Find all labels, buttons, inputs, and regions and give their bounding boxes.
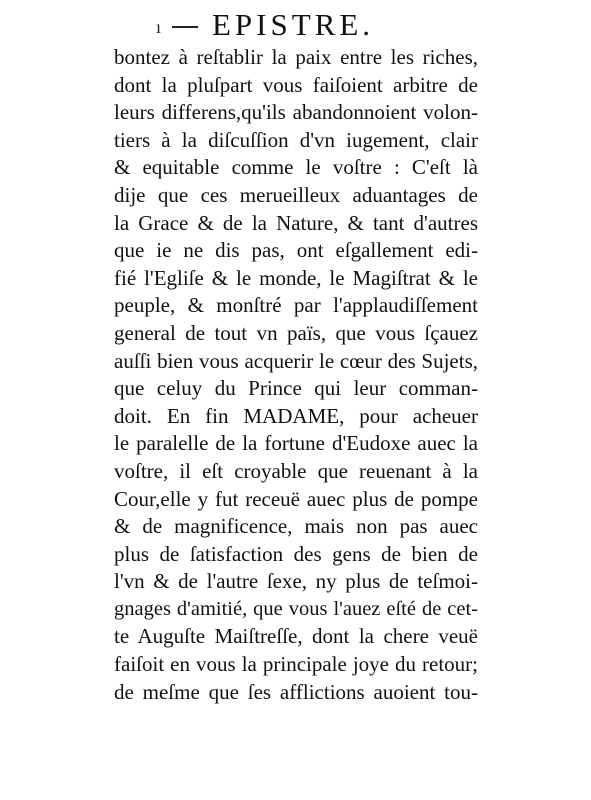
text-line: que celuy du Prince qui leur comman-: [114, 376, 478, 401]
text-line: Cour,elle y fut receuë auec plus de pompe: [114, 486, 478, 511]
body-text: [114, 44, 478, 706]
text-line: general de tout vn païs, que vous ſçauez: [114, 320, 478, 345]
text-line: bontez à reſtablir la paix entre les riches,: [114, 45, 478, 69]
text-line: te Auguſte Maiſtreſſe, dont la chere veuë: [114, 624, 478, 649]
text-line: dije que ces merueilleux aduantages de: [114, 182, 478, 207]
text-line: & equitable comme le voſtre : C'eſt là: [114, 155, 478, 180]
text-line: de meſme que ſes afflictions auoient tou-: [114, 679, 478, 704]
text-line: le paralelle de la fortune d'Eudoxe auec la: [114, 431, 478, 456]
text-line: la Grace & de la Nature, & tant d'autres: [114, 210, 478, 235]
text-line: doit. En fin MADAME, pour acheuer: [114, 403, 478, 428]
header-mark: ı: [156, 17, 162, 37]
running-header: [0, 6, 591, 46]
page-title: EPISTRE.: [212, 7, 375, 42]
text-line: auſſi bien vous acquerir le cœur des Sujets,: [114, 348, 478, 373]
text-line: peuple, & monſtré par l'applaudiſſement: [114, 293, 478, 318]
text-line: & de magnificence, mais non pas auec: [114, 514, 478, 539]
text-line: tiers à la diſcuſſion d'vn iugement, clair: [114, 127, 478, 152]
text-line: plus de ſatisfaction des gens de bien de: [114, 541, 478, 566]
text-line: fié l'Egliſe & le monde, le Magiſtrat & le: [114, 265, 478, 290]
header-rule: [172, 26, 198, 28]
text-line: leurs differens,qu'ils abandonnoient volon-: [114, 100, 478, 125]
text-line: que ie ne dis pas, ont eſgallement edi-: [114, 238, 478, 263]
text-line: voſtre, il eſt croyable que reuenant à la: [114, 458, 478, 483]
text-line: gnages d'amitié, que vous l'auez eſté de cet-: [114, 597, 478, 620]
text-line: faiſoit en vous la principale joye du retour;: [114, 652, 478, 677]
text-line: l'vn & de l'autre ſexe, ny plus de teſmoi-: [114, 569, 478, 594]
text-line: dont la pluſpart vous faiſoient arbitre de: [114, 72, 478, 97]
